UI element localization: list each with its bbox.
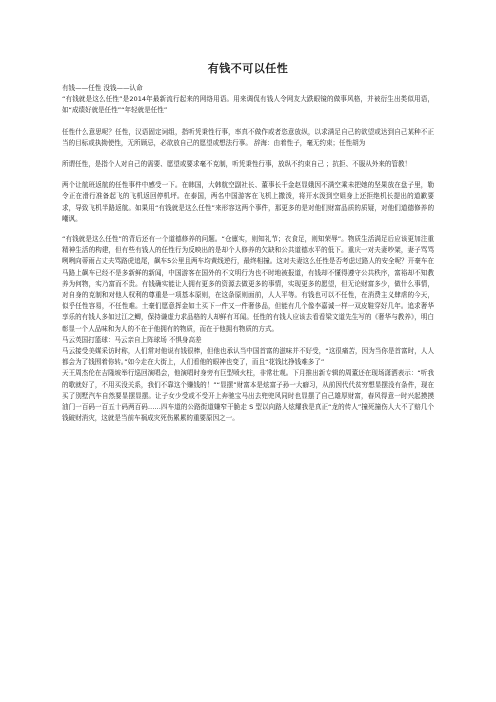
document-title: 有钱不可以任性 [207, 62, 289, 75]
paragraph-gap [62, 117, 434, 127]
paragraph-jay-chou-concert: 天王周杰伦在吉隆坡举行巡回演唱会，他演唱时身旁有巨型喷火柱，非常壮观。下月推出新专辑的周董还在现场潇洒表示：“听我的歌就好了，不用买没关系，我们不靠这个赚钱的！”“显摆”财富本是炫富子孙一大癖习，从前因代代贫穷想显摆没有条件，现在买了别墅汽车自然要显摆显摆。让子女少受或不受开上奔驰宝马出去兜兜风同时也显摆了自己雄厚财富，春风得意一时兴起摸摸油门一百码一百五十码两百码……四车道的公路街道嫌窄干脆走 S 型以向路人炫耀我是真正“龙的传人”撞死撞伤人大不了赔几个钱破财消灾，这就是当前车祸成灾死伤累累的重要原因之一。 [62, 369, 434, 423]
paragraph-flight-incidents: 两个让航班返航的任性事件中感受一下。在韩国，大韩航空副社长、董事长千金赵显娥因不满空乘未把她的坚果放在盘子里，勒令正在滑行准备起飞的飞机返回停机坪。在泰国，两名中国游客在飞机上撒泼，将开水泼到空姐身上还拒绝机长提出的道歉要求，导致飞机半路返航。如果用“有钱就是这么任性”来形容这两个事件，那更多的是对他们财富品质的质疑，对他们道德修养的嘲讽。 [62, 181, 434, 223]
intro-line: 有钱——任性 没钱——认命 [62, 84, 143, 92]
paragraph-moral-cultivation: “有钱就是这么任性”的背后还有一个道德修养的问题。“仓廪实，则知礼节；衣食足，则知荣辱”。物质生活满足后应该更加注重精神生活的构建，但有些有钱人的任性行为反映出的是却个人修养的欠缺和公共道德水平的低下。重庆一对夫妻吵架，妻子骂骂咧咧向蒂雨占丈夫骂路虎追尾，飙车5公里且两车均黄线逆行，最终相撞。这对夫妻这么任性是否考虑过路人的安全呢？开豪车在马路上飙车已经不是多新鲜的新闻，中国游客在国外的不文明行为也不时地被报道，有钱却不懂得遵守公共秩序，富裕却不知教养为何物，实乃富而不贵。有钱确实能让人拥有更多的资源去做更多的事情，实现更多的愿望，但无论财富多少，做什么事情，对自身的克制和对他人权利的尊重是一项基本原则，在这条原则面前，人人平等。有钱也可以不任性，在消费主义肆虐的今天，似乎任性容易，不任性难。土豪们愿意挥金如土买下一件又一件奢侈品，但能有几个像李嘉诚一样一双皮鞋穿好几年。追求奢华享乐的有钱人多如过江之鲫，保持谦虚力求品格的人却鲜有耳闻。任性的有钱人应该去看看梁文道先生写的《奢华与教养》，明白彰显一个人品味和为人的不在于他拥有的物质，而在于他拥有物质的方式。 [62, 235, 434, 333]
paragraph-jack-ma-heading: 马云英国打篮球：马云亲自上阵球场 不惧身高差 [62, 335, 202, 344]
paragraph-gap [62, 149, 434, 159]
paragraph-definition-origin: “有钱就是这么任性”是2014年最新流行起来的网络用语。用来调侃有钱人令网友大跌眼镜的做事风格，并被衍生出类似用语，如“成绩好就是任性”“年轻就是任性” [62, 95, 434, 115]
paragraph-gap [62, 170, 434, 180]
paragraph-gap [62, 225, 434, 234]
paragraph-definition-meaning: 任性什么意思呢？任性，汉语固定词组，指听凭秉性行事，率真不做作或者恣意放纵，以求满足自己的欲望或达到自己某种不正当的目标或执拗使性，无所顾忌，必欲放自己的愿望或想法行事。 辞海：由着性子，毫无约束；任性胡为 [62, 127, 434, 147]
paragraph-definition-self: 所谓任性，是指个人对自己的需要、愿望或要求毫不克制，听凭秉性行事，放纵不约束自己 ；抗拒、不服从外来的管教！ [62, 160, 412, 169]
paragraph-jack-ma-interview: 马云接受美媒采访时称，人们常对他说有钱很棒，但他也承认当中国首富的滋味并不好受，“这很痛苦，因为当你是首富时，人人都会为了钱围着你转。”如今走在大街上，人们看他的眼神也变了，而且“花钱比挣钱难多了” [62, 347, 434, 367]
document-page [62, 60, 434, 424]
